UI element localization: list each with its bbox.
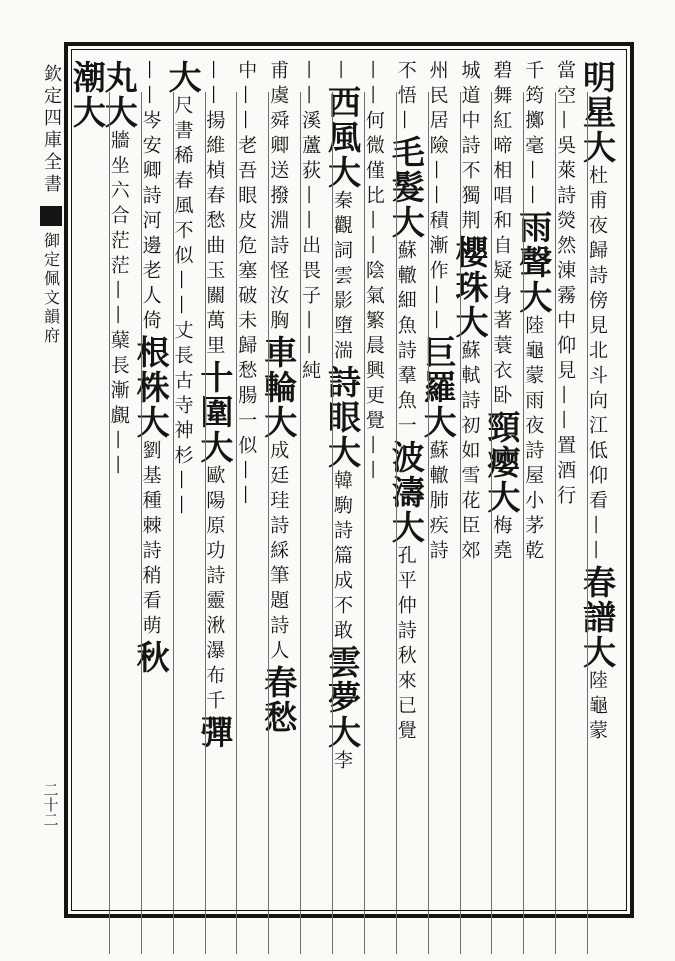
column-rule	[460, 92, 461, 954]
text-column	[99, 60, 142, 902]
margin-work-title: 御定佩文韻府	[41, 232, 61, 346]
column-rule	[205, 92, 206, 954]
column-rule	[555, 92, 556, 954]
headword: 波濤大	[386, 440, 426, 545]
citation-text: 中——	[235, 60, 258, 135]
citation-text: 何微僅比——	[362, 110, 385, 260]
headword: 車輪大	[259, 335, 299, 440]
citation-text: 碧舞紅啼相唱和	[490, 60, 513, 235]
citation-text: 純	[299, 360, 322, 385]
citation-text: ——	[139, 60, 162, 110]
citation-text: 丈長古寺神杉——	[171, 320, 194, 520]
headword: 十圍大	[195, 360, 235, 465]
headword: 頸瘿大	[482, 410, 522, 515]
text-column	[67, 60, 110, 902]
citation-text: 蘇軾詩初如雪花	[458, 340, 481, 515]
citation-text: 岑安卿詩河邊老人倚	[139, 110, 162, 335]
headword: 根株大	[131, 335, 171, 440]
headword: 毛髮大	[386, 135, 426, 240]
column-rule	[332, 92, 333, 954]
column-rule	[236, 92, 237, 954]
citation-text: 陰氣繁晨興更覺——	[362, 260, 385, 485]
text-column	[556, 60, 588, 902]
column-rule	[109, 92, 110, 954]
citation-text: 杜甫夜歸詩傍見北斗向江低仰看——	[586, 165, 608, 565]
citation-text: 歐陽原功詩靈湫瀑布千	[203, 465, 226, 715]
column-rule	[587, 92, 588, 954]
citation-text: 劉基種棘詩稍看萌	[139, 440, 162, 640]
citation-text: 置酒行	[554, 435, 577, 510]
margin-column	[38, 44, 64, 916]
citation-text: 自疑身著蓑衣卧	[490, 235, 513, 410]
headword: 櫻珠大	[450, 235, 490, 340]
citation-text: ——	[299, 60, 322, 110]
text-column	[362, 60, 397, 902]
citation-text: 孔平仲詩秋來已覺	[394, 545, 417, 745]
citation-text: 梅堯	[490, 515, 513, 565]
headword: 巨羅大	[418, 335, 458, 440]
citation-text: 牆坐六合茫茫——	[107, 130, 130, 330]
column-rule	[173, 92, 174, 954]
text-column	[163, 60, 206, 902]
citation-text: 未歸愁腸一似——	[235, 310, 258, 510]
citation-text: ——	[203, 60, 226, 110]
text-column	[259, 60, 301, 902]
column-rule	[428, 92, 429, 954]
text-column	[418, 60, 461, 902]
citation-text: 蘖長漸覰——	[107, 330, 130, 480]
citation-text: —	[330, 60, 353, 85]
page-frame	[64, 42, 634, 918]
citation-text: 陸龜蒙	[586, 670, 608, 745]
text-column	[131, 60, 174, 902]
text-column	[482, 60, 524, 902]
citation-text: 千筠擲毫——	[522, 60, 545, 210]
citation-text: 揚維楨春愁曲玉關萬里	[203, 110, 226, 360]
headword: 潮大	[67, 60, 107, 130]
citation-text: 城道中詩不獨荆	[458, 60, 481, 235]
headword: 春譜大	[578, 565, 617, 670]
text-column	[514, 60, 556, 902]
column-rule	[491, 92, 492, 954]
citation-text: 臣郊	[458, 515, 481, 565]
citation-text: 韓駒詩篇成不敢	[330, 470, 353, 645]
citation-text: 秦觀詞雲影墮湍	[330, 190, 353, 365]
citation-text: 溪蘆荻——	[299, 110, 322, 235]
citation-text: 蘇轍肺疾詩	[426, 440, 449, 565]
headword: 彈	[195, 715, 235, 750]
citation-text: 蘇轍細魚詩羣魚一	[394, 240, 417, 440]
headword: 明星大	[578, 60, 617, 165]
text-column	[578, 60, 620, 902]
citation-text: 陸龜蒙雨夜詩屋小茅乾	[522, 315, 545, 565]
headword: 雨聲大	[514, 210, 554, 315]
headword: 西風大	[322, 85, 362, 190]
text-column	[237, 60, 269, 902]
headword: 詩眼大	[322, 365, 362, 470]
citation-text: 老吾眼皮危塞破	[235, 135, 258, 310]
headword: 春愁	[259, 665, 299, 735]
citation-text: 出畏子——	[299, 235, 322, 360]
citation-text: 尺書稀春風不似——	[171, 95, 194, 320]
citation-text: 州民居險——	[426, 60, 449, 210]
column-rule	[364, 92, 365, 954]
column-rule	[396, 92, 397, 954]
headword: 大	[163, 60, 203, 95]
column-rule	[268, 92, 269, 954]
citation-text: 不悟—	[394, 60, 417, 135]
text-column	[386, 60, 429, 902]
headword: 雲夢大	[322, 645, 362, 750]
citation-text: 當空—吳萊詩熒然涷霧中仰見——	[554, 60, 577, 435]
text-column	[322, 60, 365, 902]
page-number: 二十二	[41, 782, 60, 827]
citation-text: 李	[330, 750, 353, 775]
text-column	[301, 60, 333, 902]
headword: 丸大	[99, 60, 139, 130]
citation-text: ——	[362, 60, 385, 110]
text-column	[195, 60, 238, 902]
text-column	[450, 60, 493, 902]
citation-text: 積漸作——	[426, 210, 449, 335]
fish-tail-mark	[40, 206, 62, 226]
margin-book-title: 欽定四庫全書	[41, 64, 62, 196]
headword: 秋	[131, 640, 171, 675]
citation-text: 成廷珪詩綵筆題詩人	[267, 440, 290, 665]
column-rule	[300, 92, 301, 954]
column-rule	[141, 92, 142, 954]
column-rule	[523, 92, 524, 954]
citation-text: 甫虞舜卿送撥淵詩怪汝胸	[267, 60, 290, 335]
